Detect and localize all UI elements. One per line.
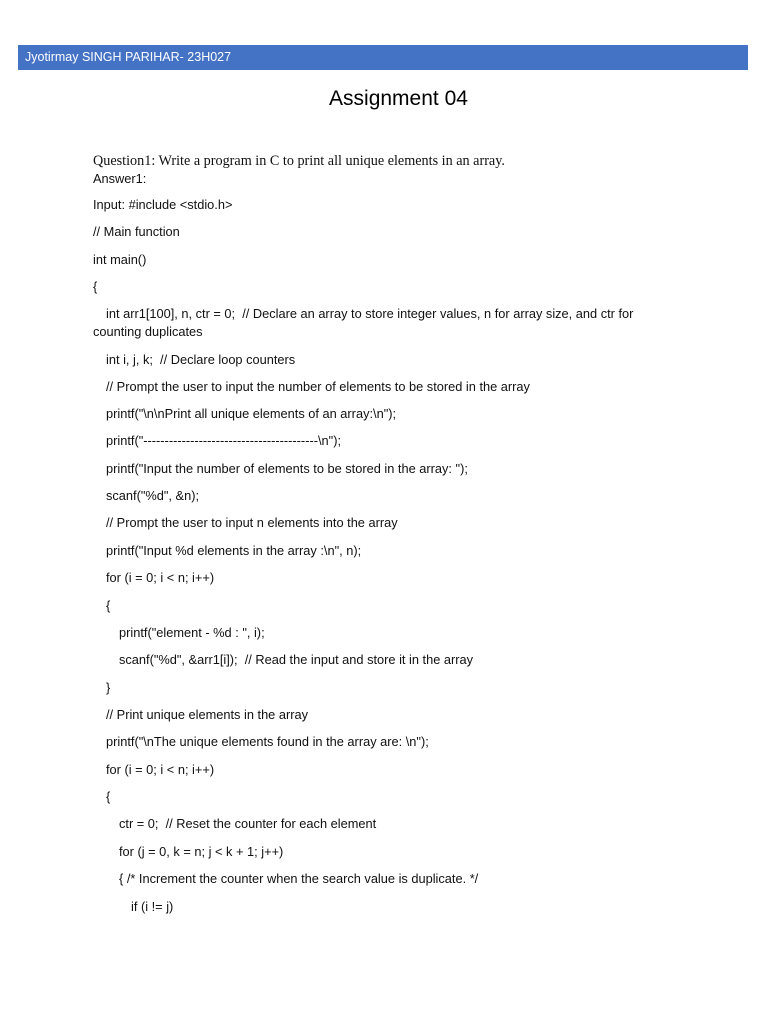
- code-line: int i, j, k; // Declare loop counters: [106, 352, 296, 367]
- code-line: }: [106, 680, 111, 695]
- code-line: printf("\n\nPrint all unique elements of an array:\n");: [106, 406, 397, 421]
- code-line: ctr = 0; // Reset the counter for each element: [119, 816, 377, 831]
- code-line: printf("Input the number of elements to be stored in the array: ");: [106, 461, 468, 476]
- code-line: int main(): [93, 252, 147, 267]
- code-line: // Prompt the user to input the number of elements to be stored in the array: [106, 379, 530, 394]
- code-line: { /* Increment the counter when the search value is duplicate. */: [119, 871, 479, 886]
- code-line: {: [106, 598, 111, 613]
- answer-label: Answer1:: [93, 171, 147, 186]
- author-header-bar: [18, 45, 748, 70]
- author-name: Jyotirmay SINGH PARIHAR- 23H027: [25, 50, 232, 64]
- code-line: {: [106, 789, 111, 804]
- document-title: Assignment 04: [329, 87, 468, 110]
- code-line: {: [93, 279, 98, 294]
- code-line: if (i != j): [131, 899, 174, 914]
- code-line: scanf("%d", &arr1[i]); // Read the input and store it in the array: [119, 652, 474, 667]
- code-line: counting duplicates: [93, 324, 203, 339]
- code-line: scanf("%d", &n);: [106, 488, 200, 503]
- code-line: // Prompt the user to input n elements into the array: [106, 515, 398, 530]
- code-line: printf("Input %d elements in the array :\n", n);: [106, 543, 362, 558]
- code-line: for (i = 0; i < n; i++): [106, 570, 215, 585]
- code-line: // Print unique elements in the array: [106, 707, 309, 722]
- code-line: printf("-----------------------------------------\n");: [106, 433, 342, 448]
- code-line: for (i = 0; i < n; i++): [106, 762, 215, 777]
- code-line: printf("element - %d : ", i);: [119, 625, 265, 640]
- code-line: printf("\nThe unique elements found in the array are: \n");: [106, 734, 429, 749]
- code-line: for (j = 0, k = n; j < k + 1; j++): [119, 844, 284, 859]
- question-text: Question1: Write a program in C to print all unique elements in an array.: [93, 153, 505, 169]
- code-line: // Main function: [93, 224, 180, 239]
- code-line: Input: #include <stdio.h>: [93, 197, 233, 212]
- code-line: int arr1[100], n, ctr = 0; // Declare an array to store integer values, n for array size, and ctr for: [106, 306, 634, 321]
